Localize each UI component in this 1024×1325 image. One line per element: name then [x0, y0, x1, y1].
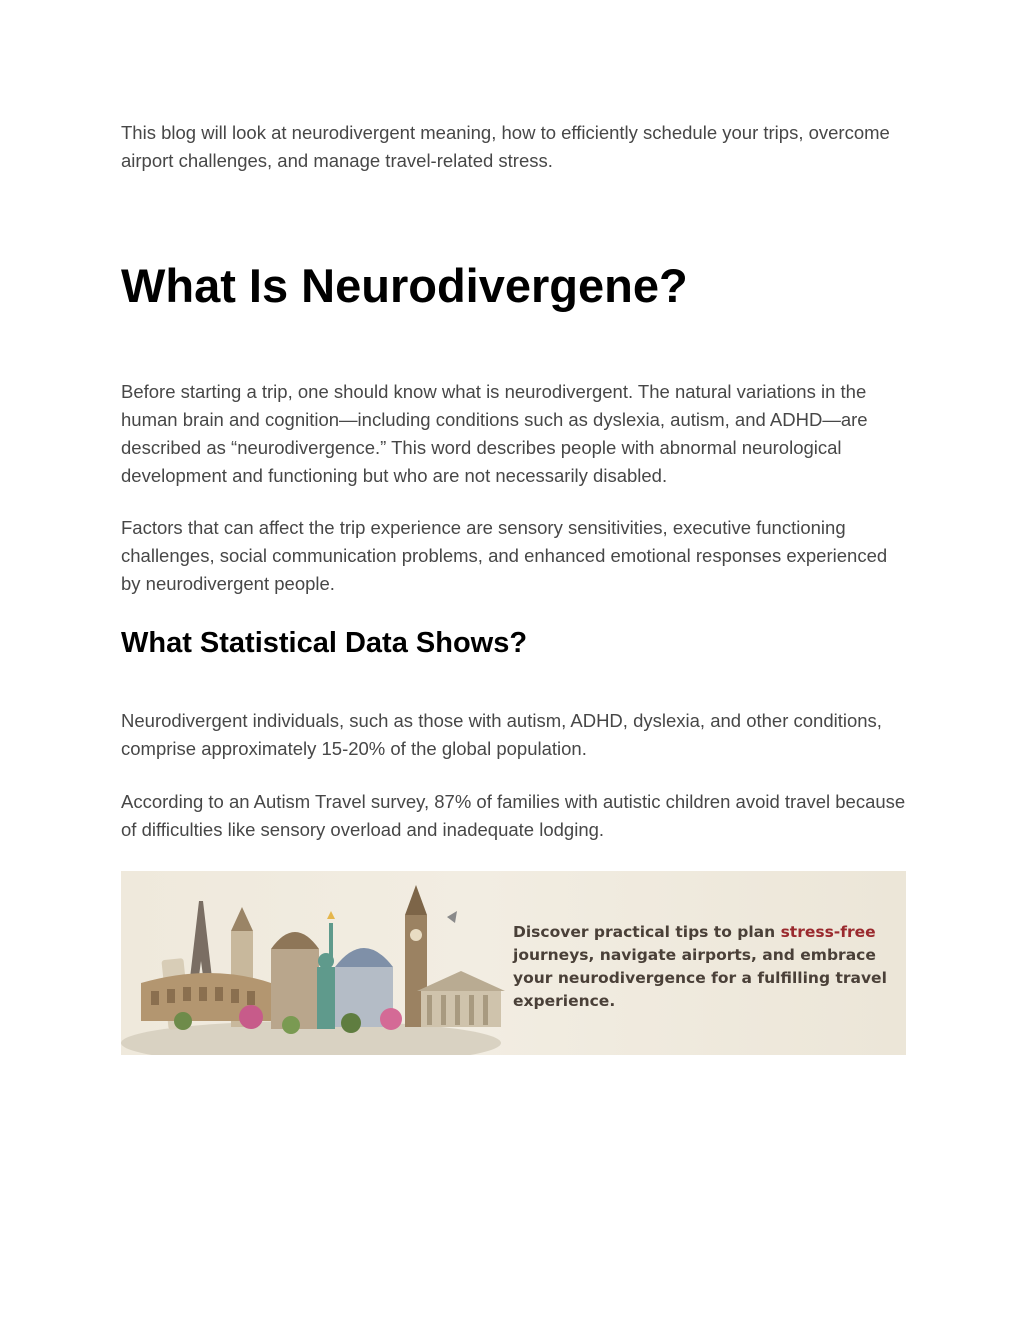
paragraph-factors: Factors that can affect the trip experience are sensory sensitivities, executive functioning challenges, social communication problems, and enhanced emotional responses experienced by neurodivergent people. [121, 517, 888, 594]
paragraph-definition: Before starting a trip, one should know what is neurodivergent. The natural variations in the human brain and cognition—including conditions such as dyslexia, autism, and ADHD—are described as “neurodivergence.” This word describes people with abnormal neurological development and functioning but who are not necessarily disabled. [121, 381, 868, 486]
banner-text-after: journeys, navigate airports, and embrace your neurodivergence for a fulfilling travel experience. [513, 946, 887, 1010]
section-heading-statistics: What Statistical Data Shows? [121, 627, 528, 659]
banner-caption [513, 921, 903, 1013]
intro-paragraph: This blog will look at neurodivergent meaning, how to efficiently schedule your trips, overcome airport challenges, and manage travel-related stress. [121, 122, 890, 171]
section-heading-neurodivergence: What Is Neurodivergene? [121, 259, 688, 312]
paragraph-survey: According to an Autism Travel survey, 87% of families with autistic children avoid travel because of difficulties like sensory overload and inadequate lodging. [121, 791, 906, 840]
banner-text-highlight: stress-free [780, 923, 876, 941]
travel-banner-image [121, 871, 906, 1055]
paragraph-population: Neurodivergent individuals, such as those with autism, ADHD, dyslexia, and other conditions, comprise approximately 15-20% of the global population. [121, 710, 882, 759]
world-landmarks-collage-icon [121, 871, 511, 1055]
banner-text-before: Discover practical tips to plan [513, 923, 781, 941]
